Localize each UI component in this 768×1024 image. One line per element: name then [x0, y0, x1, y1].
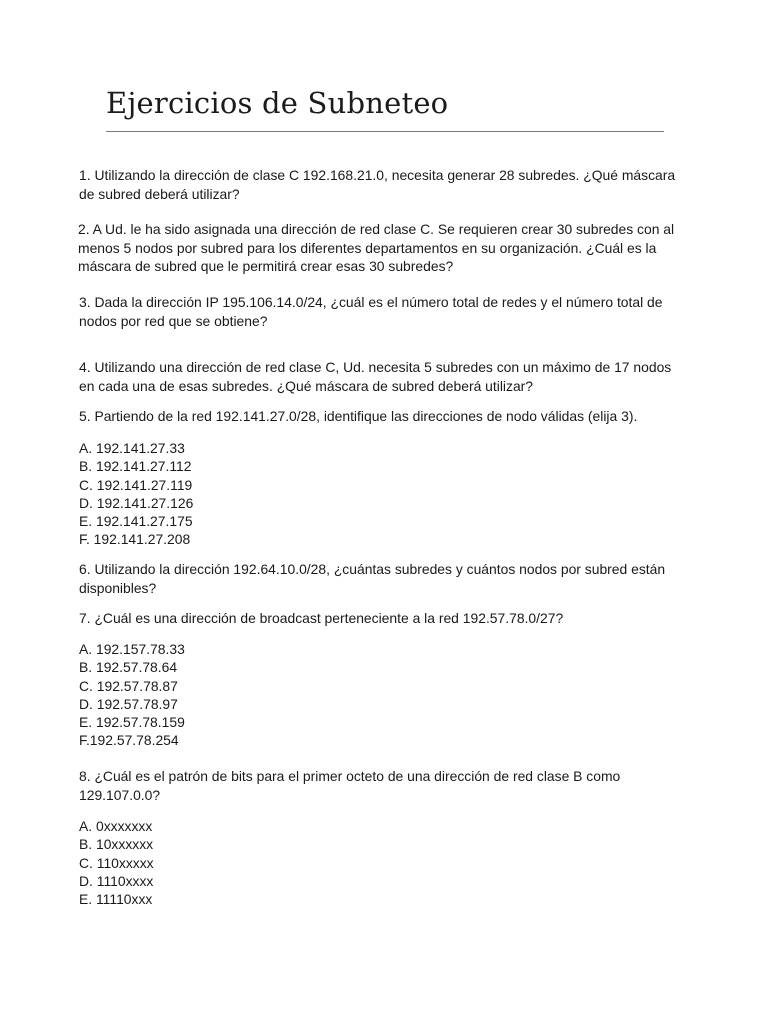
option: E. 192.57.78.159 — [79, 714, 185, 731]
option: C. 192.57.78.87 — [79, 677, 178, 694]
question-7: 7. ¿Cuál es una dirección de broadcast perteneciente a la red 192.57.78.0/27? — [79, 610, 564, 626]
option: F.192.57.78.254 — [79, 732, 179, 749]
question-4: 4. Utilizando una dirección de red clase C, Ud. necesita 5 subredes con un máximo de 17 nodos en cada una de esas subredes. ¿Qué máscara de subred deberá utilizar? — [79, 359, 672, 394]
question-5-options — [79, 439, 193, 549]
option: E. 11110xxx — [79, 891, 153, 908]
question-2: 2. A Ud. le ha sido asignada una dirección de red clase C. Se requieren crear 30 subredes con al menos 5 nodos por subred para los diferentes departamentos en su organización. ¿Cuál es la máscara de subred que le permitirá crear esas 30 subredes? — [78, 221, 675, 274]
option: D. 1110xxxx — [79, 872, 154, 889]
question-1: 1. Utilizando la dirección de clase C 192.168.21.0, necesita generar 28 subredes. ¿Qué máscara de subred deberá utilizar? — [79, 167, 676, 202]
question-5: 5. Partiendo de la red 192.141.27.0/28, identifique las direcciones de nodo válidas (elija 3). — [79, 408, 638, 424]
option: D. 192.57.78.97 — [79, 695, 178, 712]
option: A. 0xxxxxxx — [79, 818, 153, 834]
question-3: 3. Dada la dirección IP 195.106.14.0/24, ¿cuál es el número total de redes y el número total de nodos por red que se obtiene? — [79, 294, 663, 329]
question-8: 8. ¿Cuál es el patrón de bits para el primer octeto de una dirección de red clase B como 129.107.0.0? — [79, 768, 621, 803]
question-7-options — [79, 640, 185, 750]
option: E. 192.141.27.175 — [79, 513, 193, 530]
title-underline — [106, 131, 664, 132]
page-title: Ejercicios de Subneteo — [106, 86, 449, 120]
option: B. 10xxxxxx — [79, 836, 154, 853]
option: B. 192.57.78.64 — [79, 659, 178, 676]
question-8-options — [79, 817, 154, 908]
option: A. 192.157.78.33 — [79, 641, 185, 657]
question-6: 6. Utilizando la dirección 192.64.10.0/28, ¿cuántas subredes y cuántos nodos por subred están disponibles? — [79, 561, 666, 596]
option: D. 192.141.27.126 — [79, 494, 194, 511]
option: C. 110xxxxx — [79, 854, 154, 871]
option: B. 192.141.27.112 — [79, 458, 192, 475]
option: A. 192.141.27.33 — [79, 440, 185, 456]
option: C. 192.141.27.119 — [79, 476, 193, 493]
option: F. 192.141.27.208 — [79, 531, 191, 548]
